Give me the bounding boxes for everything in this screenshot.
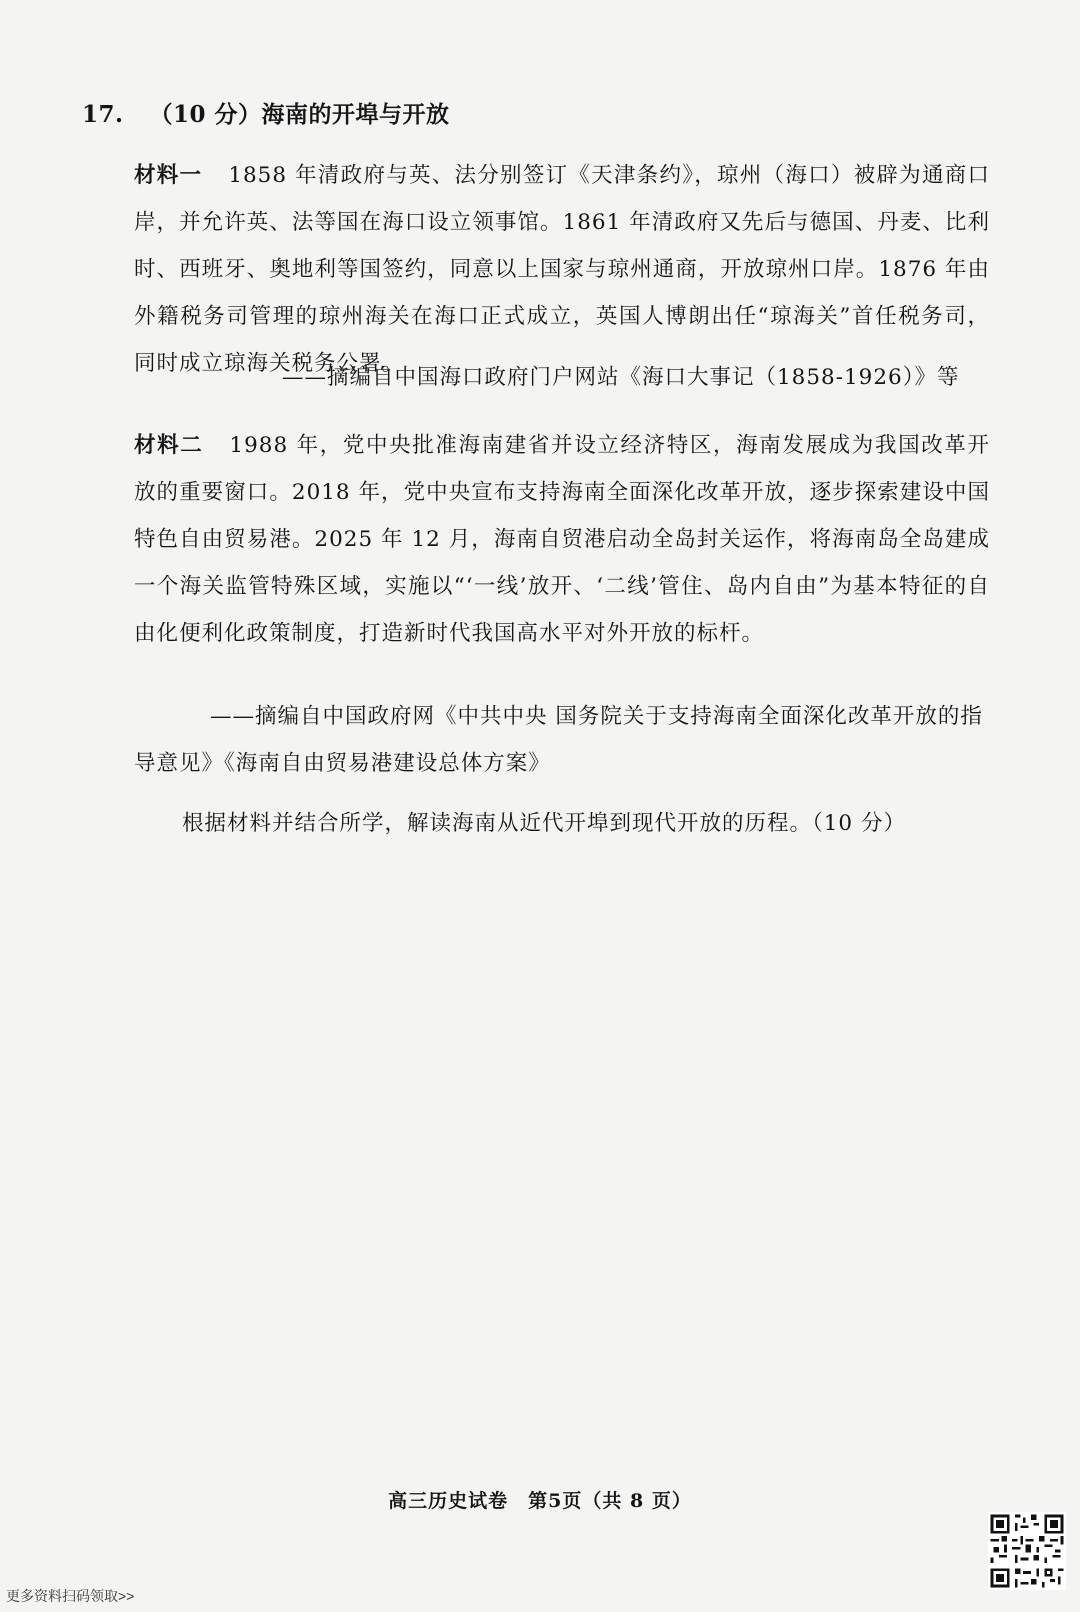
question-task: 根据材料并结合所学，解读海南从近代开埠到现代开放的历程。（10 分） — [182, 811, 906, 836]
promo-link-text[interactable]: 更多资料扫码领取>> — [6, 1588, 135, 1604]
qr-code-icon[interactable] — [988, 1512, 1066, 1590]
question-header — [82, 96, 450, 129]
material-two — [134, 422, 990, 657]
material-two-text: 1988 年，党中央批准海南建省并设立经济特区，海南发展成为我国改革开放的重要窗口。2018 年，党中央宣布支持海南全面深化改革开放，逐步探索建设中国特色自由贸易港。2025 年 12 月，海南自贸港启动全岛封关运作，将海南岛全岛建成一个海关监管特殊区域，实施以“‘一线’放开、‘二线’管住、岛内自由”为基本特征的自由化便利化政策制度，打造新时代我国高水平对外开放的标杆。 — [134, 433, 990, 646]
material-two-label: 材料二 — [134, 433, 204, 458]
material-one-label: 材料一 — [134, 163, 203, 188]
material-one — [134, 152, 990, 387]
page-footer: 高三历史试卷 第5页（共 8 页） — [388, 1490, 692, 1512]
material-one-source: ——摘编自中国海口政府门户网站《海口大事记（1858-1926）》等 — [282, 365, 960, 390]
material-one-text: 1858 年清政府与英、法分别签订《天津条约》，琼州（海口）被辟为通商口岸，并允许英、法等国在海口设立领事馆。1861 年清政府又先后与德国、丹麦、比利时、西班牙、奥地利等国签约，同意以上国家与琼州通商，开放琼州口岸。1876 年由外籍税务司管理的琼州海关在海口正式成立，英国人博朗出任“琼海关”首任税务司，同时成立琼海关税务公署。 — [134, 163, 990, 376]
material-two-source: ——摘编自中国政府网《中共中央 国务院关于支持海南全面深化改革开放的指导意见》《海南自由贸易港建设总体方案》 — [134, 704, 983, 776]
question-number: 17. — [82, 101, 124, 128]
question-title: （10 分）海南的开埠与开放 — [149, 101, 450, 128]
